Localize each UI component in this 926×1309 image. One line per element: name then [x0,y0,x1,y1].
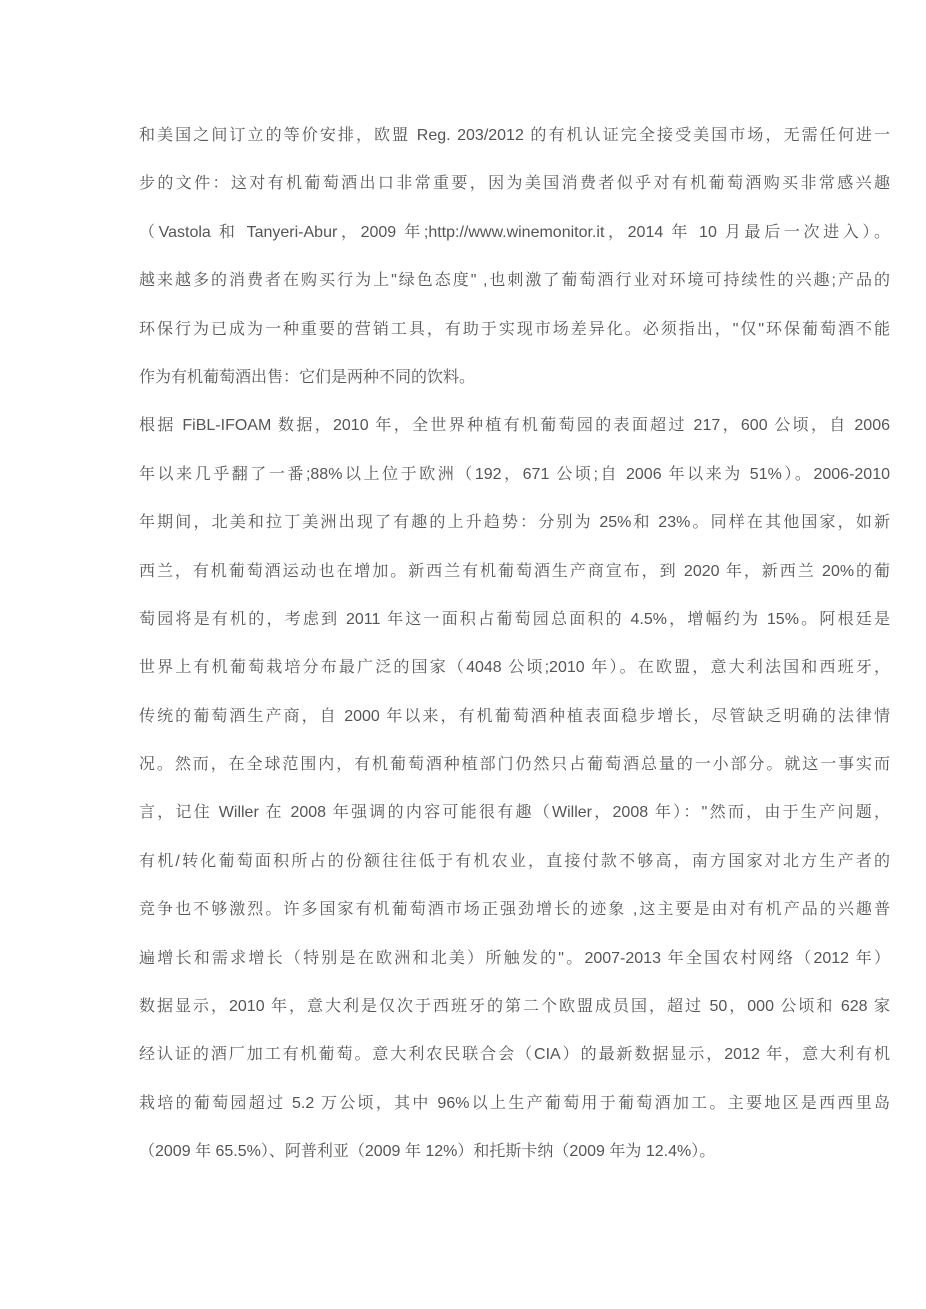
text-line: （Vastola 和 Tanyeri-Abur，2009 年;http://www.winemonitor.it，2014 年 10 月最后一次进入）。 [139,223,890,241]
paragraph-2 [139,402,890,1176]
text-line: 年期间，北美和拉丁美洲出现了有趣的上升趋势：分别为 25%和 23%。同样在其他国家，如新 [139,514,890,532]
text-line: 作为有机葡萄酒出售：它们是两种不同的饮料。 [139,368,476,386]
text-column [139,112,890,1177]
text-line: 传统的葡萄酒生产商，自 2000 年以来，有机葡萄酒种植表面稳步增长，尽管缺乏明确的法律情 [139,707,890,725]
text-line: 萄园将是有机的，考虑到 2011 年这一面积占葡萄园总面积的 4.5%，增幅约为 15%。阿根廷是 [139,610,890,628]
text-line: 年以来几乎翻了一番;88%以上位于欧洲（192，671 公顷;自 2006 年以来为 51%）。2006-2010 [139,465,890,483]
text-line: 步的文件：这对有机葡萄酒出口非常重要，因为美国消费者似乎对有机葡萄酒购买非常感兴趣 [139,175,890,193]
paragraph-1 [139,112,890,402]
text-line: 世界上有机葡萄栽培分布最广泛的国家（4048 公顷;2010 年）。在欧盟，意大利法国和西班牙， [139,659,890,677]
text-line: 西兰，有机葡萄酒运动也在增加。新西兰有机葡萄酒生产商宣布，到 2020 年，新西兰 20%的葡 [139,562,890,580]
text-line: 和美国之间订立的等价安排，欧盟 Reg. 203/2012 的有机认证完全接受美国市场，无需任何进一 [139,127,890,144]
text-line: 栽培的葡萄园超过 5.2 万公顷，其中 96%以上生产葡萄用于葡萄酒加工。主要地区是西西里岛 [139,1094,890,1112]
text-line: 环保行为已成为一种重要的营销工具，有助于实现市场差异化。必须指出，"仅"环保葡萄酒不能 [139,320,890,338]
text-line: 越来越多的消费者在购买行为上"绿色态度" ,也刺激了葡萄酒行业对环境可持续性的兴趣;产品的 [139,272,890,290]
text-line: 况。然而，在全球范围内，有机葡萄酒种植部门仍然只占葡萄酒总量的一小部分。就这一事实而 [139,756,890,774]
text-line: （2009 年 65.5%）、阿普利亚（2009 年 12%）和托斯卡纳（2009 年为 12.4%）。 [139,1143,716,1161]
text-line: 竞争也不够激烈。许多国家有机葡萄酒市场正强劲增长的迹象 ,这主要是由对有机产品的兴趣普 [139,901,890,919]
text-line: 经认证的酒厂加工有机葡萄。意大利农民联合会（CIA）的最新数据显示，2012 年，意大利有机 [139,1046,890,1064]
text-line: 遍增长和需求增长（特别是在欧洲和北美）所触发的"。2007-2013 年全国农村网络（2012 年） [139,949,890,967]
text-line: 言，记住 Willer 在 2008 年强调的内容可能很有趣（Willer，2008 年）："然而，由于生产问题， [139,804,890,822]
text-line: 数据显示，2010 年，意大利是仅次于西班牙的第二个欧盟成员国，超过 50，000 公顷和 628 家 [139,998,890,1016]
text-line: 根据 FiBL-IFOAM 数据，2010 年，全世界种植有机葡萄园的表面超过 217，600 公顷，自 2006 [139,417,890,435]
text-line: 有机/转化葡萄面积所占的份额往往低于有机农业，直接付款不够高，南方国家对北方生产者的 [139,852,890,870]
